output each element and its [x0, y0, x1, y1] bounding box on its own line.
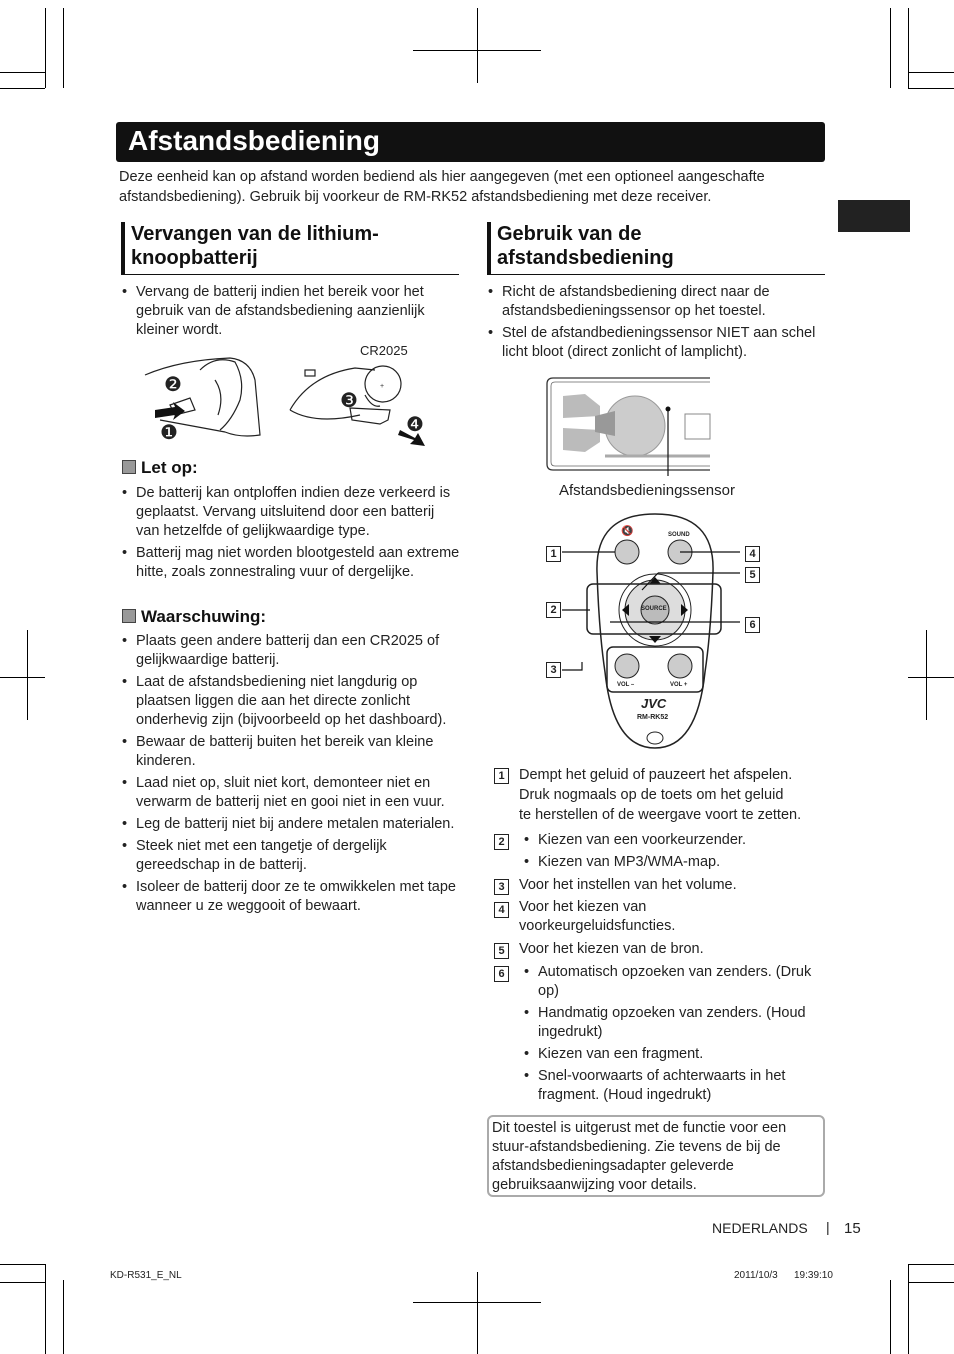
- step-3-icon: ❸: [340, 390, 358, 412]
- note-list: [120, 484, 460, 585]
- crop-mark: [908, 8, 909, 88]
- left-bullets: [120, 283, 450, 343]
- left-heading-line1: Vervangen van de lithium-: [131, 223, 379, 245]
- callout-6: 6: [745, 617, 760, 633]
- warning-heading: [122, 607, 266, 627]
- crop-mark: [45, 8, 46, 88]
- right-heading-line2: afstandsbediening: [497, 247, 674, 269]
- callout-2: 2: [546, 602, 561, 618]
- item-line: voorkeurgeluidsfuncties.: [519, 918, 676, 934]
- callout-lines: [540, 540, 760, 680]
- info-box: Dit toestel is uitgerust met de functie voor een stuur-afstandsbediening. Zie tevens de bij de afstandsbedieningsadapter geleverde gebruiksaanwijzing voor details.: [487, 1115, 825, 1197]
- item-line: Voor het kiezen van: [519, 899, 647, 915]
- item-sublist: [522, 963, 812, 1108]
- svg-text:+: +: [380, 383, 385, 390]
- remote-source-label: SOURCE: [641, 606, 667, 612]
- right-section-heading: [487, 222, 825, 275]
- item-sublist: [522, 831, 822, 875]
- list-item: • Richt de afstandsbediening direct naar de afstandsbedieningssensor op het toestel.: [486, 283, 831, 321]
- list-item: • Laad niet op, sluit niet kort, demonteer niet en verwarm de batterij niet en gooi niet in een vuur.: [120, 774, 460, 812]
- crop-mark: [908, 1264, 954, 1265]
- crop-mark: [45, 1264, 46, 1354]
- crop-mark: [908, 88, 954, 89]
- step-4-icon: ❹: [406, 414, 424, 436]
- crop-mark: [477, 8, 478, 83]
- list-item: • Kiezen van een voorkeurzender.: [522, 831, 822, 850]
- crop-mark: [0, 88, 45, 89]
- item-text: [519, 898, 819, 936]
- callout-3: 3: [546, 662, 561, 678]
- list-item: • Kiezen van een fragment.: [522, 1045, 812, 1064]
- crop-mark: [477, 1272, 478, 1354]
- footer-file: KD-R531_E_NL: [110, 1270, 182, 1281]
- list-item: • Kiezen van MP3/WMA-map.: [522, 853, 822, 872]
- square-icon: [122, 609, 136, 623]
- list-item: • Bewaar de batterij buiten het bereik van kleine kinderen.: [120, 733, 460, 771]
- item-line: te herstellen of de weergave voort te zetten.: [519, 807, 802, 823]
- sensor-label: Afstandsbedieningssensor: [559, 482, 735, 499]
- title-bar: [116, 122, 825, 162]
- item-number: 2: [494, 834, 509, 850]
- callout-1: 1: [546, 546, 561, 562]
- page-number: 15: [844, 1220, 861, 1237]
- left-section-heading: [121, 222, 459, 275]
- list-item: • Batterij mag niet worden blootgesteld aan extreme hitte, zoals zonnestraling vuur of dergelijke.: [120, 544, 460, 582]
- item-line: Dempt het geluid of pauzeert het afspelen.: [519, 767, 793, 783]
- crop-mark: [908, 677, 954, 678]
- page-title: Afstandsbediening: [128, 125, 381, 156]
- crop-mark: [908, 1282, 954, 1283]
- list-item: • Stel de afstandbedieningssensor NIET aan schel licht bloot (direct zonlicht of lamplicht).: [486, 324, 831, 362]
- crop-mark: [0, 72, 45, 73]
- list-item: • Vervang de batterij indien het bereik voor het gebruik van de afstandsbediening aanzienlijk kleiner wordt.: [120, 283, 450, 340]
- remote-brand: JVC: [641, 696, 667, 711]
- item-number: 4: [494, 902, 509, 918]
- crop-mark: [413, 1302, 541, 1303]
- warning-list: [120, 632, 460, 919]
- list-item: • Snel-voorwaarts of achterwaarts in het fragment. (Houd ingedrukt): [522, 1067, 812, 1105]
- crop-mark: [413, 50, 541, 51]
- intro-text: Deze eenheid kan op afstand worden bediend als hier aangegeven (met een optioneel aangeschafte afstandsbediening). Gebruik bij voorkeur de RM-RK52 afstandsbediening met deze receiver.: [119, 169, 765, 205]
- crop-mark: [908, 1264, 909, 1354]
- right-bullets: [486, 283, 831, 365]
- mute-icon: 🔇: [621, 526, 634, 537]
- warning-heading-text: Waarschuwing:: [141, 607, 266, 626]
- remote-vol-plus-label: VOL +: [670, 682, 688, 688]
- remote-sound-label: SOUND: [668, 532, 690, 538]
- step-2-icon: ❷: [164, 374, 182, 396]
- remote-vol-minus-label: VOL –: [617, 682, 635, 688]
- footer-date: 2011/10/3: [734, 1270, 778, 1281]
- footer-separator: |: [826, 1219, 830, 1235]
- crop-mark: [63, 1280, 64, 1354]
- callout-4: 4: [745, 546, 760, 562]
- list-item: • Handmatig opzoeken van zenders. (Houd ingedrukt): [522, 1004, 812, 1042]
- right-heading-line1: Gebruik van de: [497, 223, 642, 245]
- list-item: • Leg de batterij niet bij andere metalen materialen.: [120, 815, 460, 834]
- crop-mark: [890, 1280, 891, 1354]
- item-number: 3: [494, 879, 509, 895]
- remote-model: RM-RK52: [637, 714, 669, 721]
- crop-mark: [63, 8, 64, 88]
- list-item: • Steek niet met een tangetje of dergelijk gereedschap in de batterij.: [120, 837, 460, 875]
- item-text: [519, 765, 829, 825]
- crop-mark: [890, 8, 891, 88]
- list-item: • Laat de afstandsbediening niet langdurig op plaatsen liggen die aan het directe zonlicht onderhevig zijn (bijvoorbeeld op het dashboard).: [120, 673, 460, 730]
- list-item: • Plaats geen andere batterij dan een CR2025 of gelijkwaardige batterij.: [120, 632, 460, 670]
- callout-5: 5: [745, 567, 760, 583]
- receiver-illustration: [545, 376, 715, 476]
- side-tab: [838, 200, 910, 232]
- crop-mark: [27, 630, 28, 720]
- item-text: Voor het instellen van het volume.: [519, 877, 737, 893]
- item-text: Voor het kiezen van de bron.: [519, 941, 704, 957]
- note-heading-text: Let op:: [141, 458, 198, 477]
- crop-mark: [0, 1264, 45, 1265]
- footer-language: NEDERLANDS: [712, 1220, 808, 1236]
- crop-mark: [926, 630, 927, 720]
- step-1-icon: ❶: [160, 422, 178, 444]
- list-item: • Automatisch opzoeken van zenders. (Druk op): [522, 963, 812, 1001]
- item-number: 5: [494, 943, 509, 959]
- item-line: Druk nogmaals op de toets om het geluid: [519, 787, 784, 803]
- crop-mark: [908, 72, 954, 73]
- footer-time: 19:39:10: [794, 1270, 833, 1281]
- battery-label: CR2025: [360, 343, 408, 358]
- list-item: • Isoleer de batterij door ze te omwikkelen met tape wanneer u ze weggooit of bewaart.: [120, 878, 460, 916]
- list-item: • De batterij kan ontploffen indien deze verkeerd is geplaatst. Vervang uitsluitend door een batterij van hetzelfde of gelijkwaardige type.: [120, 484, 460, 541]
- item-number: 6: [494, 966, 509, 982]
- item-number: 1: [494, 768, 509, 784]
- crop-mark: [0, 677, 45, 678]
- crop-mark: [0, 1282, 45, 1283]
- square-icon: [122, 460, 136, 474]
- left-heading-line2: knoopbatterij: [131, 247, 258, 269]
- note-heading: [122, 458, 198, 478]
